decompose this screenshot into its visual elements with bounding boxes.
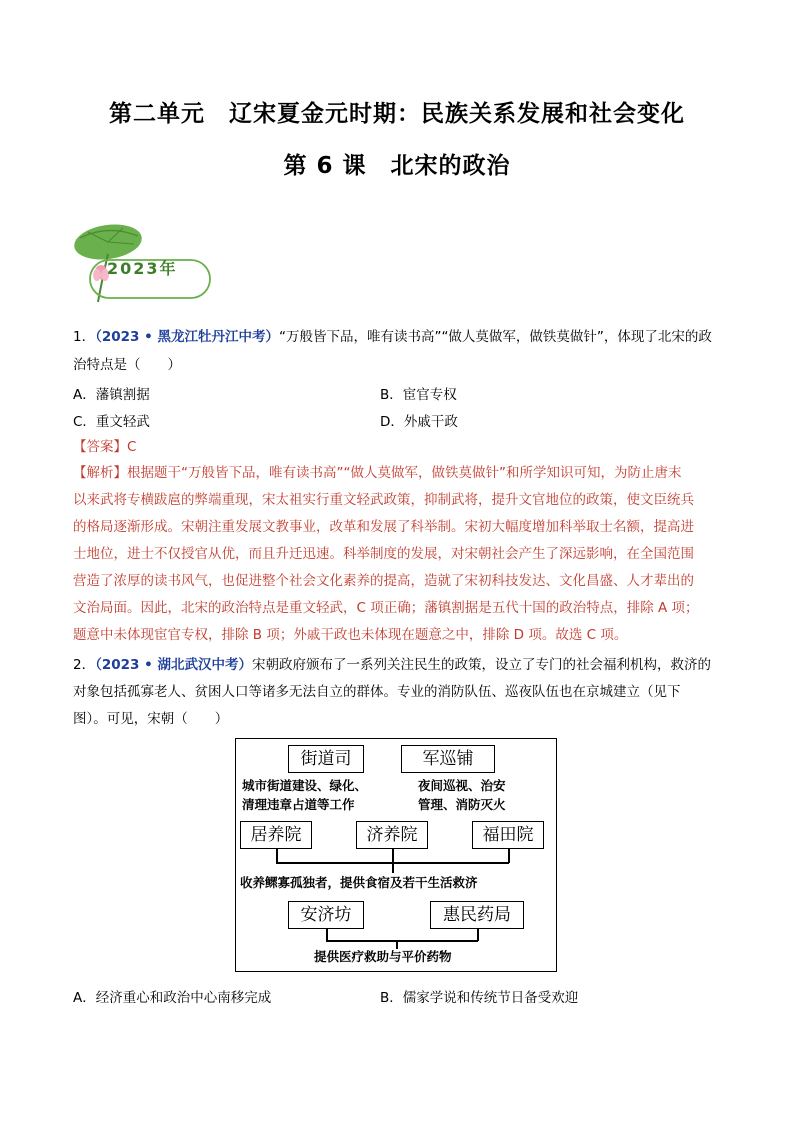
diagram-text-welfare: 收养鳏寡孤独者，提供食宿及若干生活救济 xyxy=(240,875,478,890)
q2-stem-line3: 图）。可见，宋朝（ ） xyxy=(73,711,229,727)
diagram-text-junxunpu-2: 管理、消防灭火 xyxy=(418,797,506,812)
analysis-line: 以来武将专横跋扈的弊端重现，宋太祖实行重文轻武政策，抑制武将，提升文官地位的政策，使文臣统兵 xyxy=(73,492,694,508)
institutions-diagram xyxy=(235,738,557,972)
diagram-box-futianyuan: 福田院 xyxy=(472,821,544,849)
diagram-box-junxunpu: 军巡铺 xyxy=(401,745,495,773)
q2-number: 2． xyxy=(73,657,96,673)
connector-line xyxy=(276,849,278,863)
q2-option-b: B．儒家学说和传统节日备受欢迎 xyxy=(380,990,579,1006)
connector-line xyxy=(392,863,394,873)
diagram-box-huiminyaoju: 惠民药局 xyxy=(430,901,524,929)
answer-tag: 【答案】 xyxy=(73,439,127,455)
analysis-tag: 【解析】 xyxy=(73,465,127,481)
diagram-text-jiedaosi-2: 清理违章占道等工作 xyxy=(242,797,355,812)
diagram-text-jiedaosi-1: 城市街道建设、绿化、 xyxy=(242,778,368,793)
q1-source: （2023 • 黑龙江牡丹江中考） xyxy=(95,329,279,345)
analysis-line: 题意中未体现宦官专权，排除 B 项；外戚干政也未体现在题意之中，排除 D 项。故选 C 项。 xyxy=(73,627,628,643)
q1-stem-line2: 治特点是（ ） xyxy=(73,357,181,373)
connector-line xyxy=(326,940,478,942)
analysis-line: 营造了浓厚的读书风气，也促进整个社会文化素养的提高，造就了宋初科技发达、文化昌盛、人才辈出的 xyxy=(73,573,694,589)
q1-option-c: C．重文轻武 xyxy=(73,414,150,430)
connector-line xyxy=(508,849,510,863)
q1-stem-line1 xyxy=(73,327,712,347)
analysis-text: 根据题干“万般皆下品，唯有读书高”“做人莫做军，做铁莫做针”和所学知识可知，为防止唐末 xyxy=(127,465,682,481)
unit-title: 第二单元 辽宋夏金元时期：民族关系发展和社会变化 xyxy=(109,101,685,127)
lesson-title: 第 6 课 北宋的政治 xyxy=(283,153,511,179)
q1-option-b: B．宦官专权 xyxy=(380,387,457,403)
connector-line xyxy=(392,849,394,863)
diagram-box-juyangyuan: 居养院 xyxy=(240,821,312,849)
answer-value: C xyxy=(127,439,137,455)
q1-stem: “万般皆下品，唯有读书高”“做人莫做军，做铁莫做针”，体现了北宋的政 xyxy=(278,329,712,345)
badge-year: 2023年 xyxy=(107,259,178,278)
diagram-text-junxunpu-1: 夜间巡视、治安 xyxy=(418,778,506,793)
q1-option-d: D．外戚干政 xyxy=(380,414,458,430)
q2-stem-line2: 对象包括孤寡老人、贫困人口等诸多无法自立的群体。专业的消防队伍、巡夜队伍也在京城建立（见下 xyxy=(73,684,681,700)
q1-answer xyxy=(73,437,136,457)
analysis-line: 文治局面。因此，北宋的政治特点是重文轻武，C 项正确；藩镇割据是五代十国的政治特点，排除 A 项； xyxy=(73,600,699,616)
q1-option-a: A．藩镇割据 xyxy=(73,387,150,403)
q1-number: 1． xyxy=(73,329,96,345)
q2-source: （2023 • 湖北武汉中考） xyxy=(95,657,252,673)
q2-stem-line1 xyxy=(73,655,711,675)
analysis-line: 的格局逐渐形成。宋朝注重发展文教事业，改革和发展了科举制。宋初大幅度增加科举取士名额，提高进 xyxy=(73,519,694,535)
q2-stem: 宋朝政府颁布了一系列关注民生的政策，设立了专门的社会福利机构，救济的 xyxy=(251,657,711,673)
diagram-box-jiedaosi: 街道司 xyxy=(288,745,364,773)
diagram-box-anjifang: 安济坊 xyxy=(288,901,364,929)
diagram-text-medical: 提供医疗救助与平价药物 xyxy=(314,949,452,964)
analysis-line xyxy=(73,463,681,483)
analysis-line: 士地位，进士不仅授官从优，而且升迁迅速。科举制度的发展，对宋朝社会产生了深远影响，在全国范围 xyxy=(73,546,694,562)
q2-option-a: A．经济重心和政治中心南移完成 xyxy=(73,990,272,1006)
diagram-box-jiyangyuan: 济养院 xyxy=(356,821,428,849)
